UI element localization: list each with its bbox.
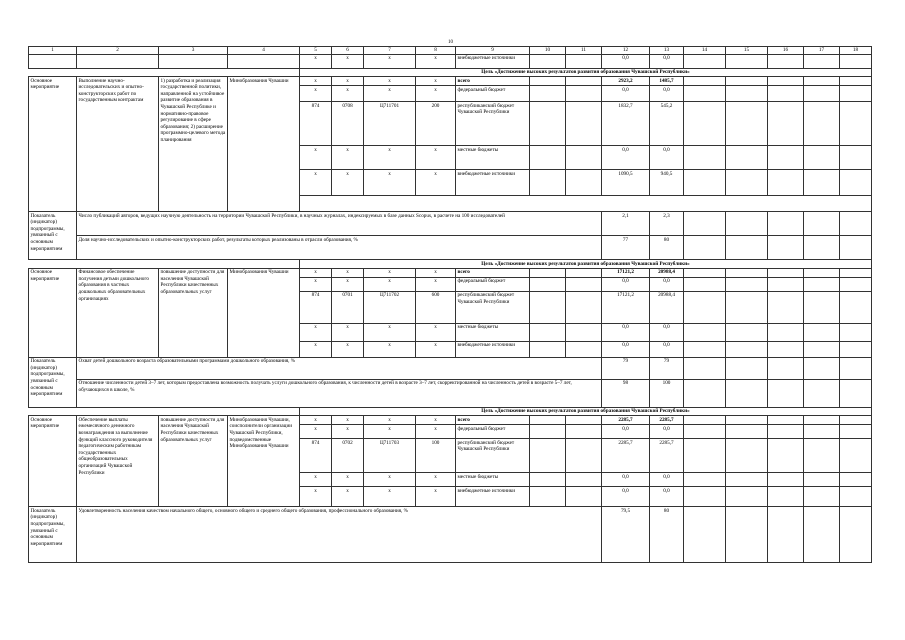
program-table [28, 46, 872, 563]
source-label: федеральный бюджет [456, 425, 530, 439]
x-cell: x [332, 146, 364, 170]
value-cell: 0,0 [602, 277, 650, 291]
x-cell: x [416, 425, 456, 439]
indicator-label: Показатель (индикатор) подпрограммы, увязанный с основным мероприятием [29, 212, 77, 260]
value-cell: 1485,7 [650, 77, 684, 86]
source-label: республиканский бюджет Чувашской Республики [456, 439, 530, 473]
activity-name: Обеспечение выплаты ежемесячного денежного вознаграждения за выполнение функций классного руководителя педагогическим работникам государственных общеобразовательных организаций Чувашской Республики [77, 416, 159, 507]
x-cell: x [332, 86, 364, 102]
value-cell: 0,0 [602, 487, 650, 507]
goal-row [29, 407, 872, 416]
x-cell: x [300, 170, 332, 196]
activity-task: 1) разработка и реализация государственной политики, направленной на устойчивое развитие образования в Чувашской Республике и нормативно-правовое регулирование в сфере образования; 2) расширение программно-целевого метода планирования [159, 77, 228, 212]
value-cell: 20988,4 [650, 291, 684, 323]
indicator-text: Отношение численности детей 3–7 лет, которым предоставлена возможность получать услуги дошкольного образования, к численности детей в возрасте 3–7 лет, скорректированной на численность детей в возрасте 5–7 лет, обучающихся в школе, % [77, 379, 602, 407]
source-label: внебюджетные источники [456, 170, 530, 196]
activity-name: Выполнение научно-исследовательских и опытно-конструкторских работ по государственным контрактам [77, 77, 159, 212]
source-label: всего [456, 416, 530, 425]
x-cell: x [416, 487, 456, 507]
goal-title: Цель «Достижение высоких результатов развития образования Чувашской Республики» [300, 68, 872, 77]
indicator-text: Удовлетворенность населения качеством начального общего, основного общего и среднего общего образования, профессионального образования, % [77, 507, 602, 563]
x-cell: x [300, 277, 332, 291]
x-cell: x [300, 341, 332, 357]
goal-title: Цель «Достижение высоких результатов развития образования Чувашской Республики» [300, 260, 872, 269]
indicator-row [29, 357, 872, 379]
x-cell: x [416, 268, 456, 277]
x-cell: x [332, 277, 364, 291]
table-row [29, 416, 872, 425]
x-cell: x [332, 487, 364, 507]
indicator-text: Число публикаций авторов, ведущих научную деятельность на территории Чувашской Республики, в научных журналах, индексируемых в базе данных Scopus, в расчете на 100 исследователей [77, 212, 602, 236]
indicator-row [29, 379, 872, 407]
value-cell: 100 [650, 379, 684, 407]
activity-executor: Минобразования Чувашии [228, 77, 300, 212]
value-cell: 2923,2 [602, 77, 650, 86]
x-cell: x [364, 77, 416, 86]
x-cell: x [300, 473, 332, 487]
x-cell: x [416, 77, 456, 86]
rz-code: 0701 [332, 291, 364, 323]
value-cell: 79,5 [602, 507, 650, 563]
indicator-row [29, 236, 872, 260]
source-label: федеральный бюджет [456, 277, 530, 291]
rz-code: 0702 [332, 439, 364, 473]
x-cell: x [332, 425, 364, 439]
grbs-code: 874 [300, 439, 332, 473]
x-cell: x [364, 86, 416, 102]
x-cell: x [416, 277, 456, 291]
col-num: 7 [364, 47, 416, 55]
value-cell: 545,2 [650, 102, 684, 146]
x-cell: x [416, 323, 456, 341]
source-label: местные бюджеты [456, 473, 530, 487]
col-num: 14 [684, 47, 726, 55]
x-cell: x [332, 416, 364, 425]
rz-code: 0708 [332, 102, 364, 146]
x-cell: x [416, 86, 456, 102]
col-num: 17 [804, 47, 840, 55]
col-num: 8 [416, 47, 456, 55]
value-cell: 17121,2 [602, 291, 650, 323]
indicator-label: Показатель (индикатор) подпрограммы, увязанный с основным мероприятием [29, 507, 77, 563]
table-row [29, 77, 872, 86]
x-cell: x [300, 54, 332, 68]
x-cell: x [416, 170, 456, 196]
source-label: внебюджетные источники [456, 54, 530, 68]
activity-task: повышение доступности для населения Чувашской Республики качественных образовательных услуг [159, 268, 228, 357]
x-cell: x [364, 323, 416, 341]
value-cell: 17121,2 [602, 268, 650, 277]
value-cell: 940,5 [650, 170, 684, 196]
value-cell: 0,0 [602, 323, 650, 341]
activity-type: Основное мероприятие [29, 268, 77, 357]
source-label: республиканский бюджет Чувашской Республики [456, 102, 530, 146]
value-cell: 2285,7 [602, 439, 650, 473]
value-cell: 0,0 [602, 146, 650, 170]
value-cell: 0,0 [650, 277, 684, 291]
csr-code: Ц711702 [364, 291, 416, 323]
x-cell: x [300, 487, 332, 507]
col-num: 15 [726, 47, 768, 55]
value-cell: 0,0 [602, 54, 650, 68]
value-cell: 80 [650, 236, 684, 260]
col-num: 11 [566, 47, 602, 55]
source-label: всего [456, 268, 530, 277]
col-num: 10 [530, 47, 566, 55]
value-cell: 0,0 [650, 323, 684, 341]
value-cell: 0,0 [650, 54, 684, 68]
goal-title: Цель «Достижение высоких результатов развития образования Чувашской Республики» [300, 407, 872, 416]
value-cell: 0,0 [650, 425, 684, 439]
activity-name: Финансовое обеспечение получения детьми дошкольного образования в частных дошкольных образовательных организациях [77, 268, 159, 357]
x-cell: x [364, 487, 416, 507]
grbs-code: 874 [300, 291, 332, 323]
table-row [29, 54, 872, 68]
value-cell: 79 [602, 357, 650, 379]
col-num: 2 [77, 47, 159, 55]
value-cell: 20988,4 [650, 268, 684, 277]
source-label: местные бюджеты [456, 146, 530, 170]
value-cell: 2,3 [650, 212, 684, 236]
activity-type: Основное мероприятие [29, 77, 77, 212]
source-label: внебюджетные источники [456, 487, 530, 507]
value-cell: 98 [602, 379, 650, 407]
x-cell: x [364, 170, 416, 196]
vr-code: 600 [416, 291, 456, 323]
indicator-label: Показатель (индикатор) подпрограммы, увязанный с основным мероприятием [29, 357, 77, 407]
value-cell: 1832,7 [602, 102, 650, 146]
value-cell: 0,0 [602, 86, 650, 102]
activity-type: Основное мероприятие [29, 416, 77, 507]
goal-row [29, 68, 872, 77]
col-num: 6 [332, 47, 364, 55]
x-cell: x [416, 54, 456, 68]
col-num: 4 [228, 47, 300, 55]
activity-executor: Минобразования Чувашии [228, 268, 300, 357]
col-num: 9 [456, 47, 530, 55]
x-cell: x [364, 341, 416, 357]
x-cell: x [416, 341, 456, 357]
source-label: всего [456, 77, 530, 86]
x-cell: x [300, 425, 332, 439]
value-cell: 0,0 [650, 473, 684, 487]
x-cell: x [416, 146, 456, 170]
value-cell: 79 [650, 357, 684, 379]
x-cell: x [364, 54, 416, 68]
value-cell: 2,1 [602, 212, 650, 236]
indicator-text: Доля научно-исследовательских и опытно-конструкторских работ, результаты которых реализованы в отрасли образования, % [77, 236, 602, 260]
x-cell: x [364, 277, 416, 291]
x-cell: x [364, 416, 416, 425]
value-cell: 80 [650, 507, 684, 563]
value-cell: 2285,7 [602, 416, 650, 425]
x-cell: x [300, 77, 332, 86]
x-cell: x [332, 323, 364, 341]
col-num: 18 [840, 47, 872, 55]
indicator-row [29, 507, 872, 563]
activity-task: повышение доступности для населения Чувашской Республики качественных образовательных услуг [159, 416, 228, 507]
source-label: внебюджетные источники [456, 341, 530, 357]
activity-executor: Минобразования Чувашии, соисполнители организации Чувашской Республики, подведомственные Минобразования Чувашии [228, 416, 300, 507]
value-cell: 0,0 [650, 487, 684, 507]
x-cell: x [416, 416, 456, 425]
indicator-text: Охват детей дошкольного возраста образовательными программами дошкольного образования, % [77, 357, 602, 379]
x-cell: x [300, 268, 332, 277]
value-cell: 0,0 [650, 341, 684, 357]
csr-code: Ц711701 [364, 102, 416, 146]
x-cell: x [300, 323, 332, 341]
x-cell: x [300, 86, 332, 102]
value-cell: 0,0 [650, 86, 684, 102]
x-cell: x [300, 146, 332, 170]
col-num: 1 [29, 47, 77, 55]
grbs-code: 874 [300, 102, 332, 146]
csr-code: Ц711703 [364, 439, 416, 473]
value-cell: 1090,5 [602, 170, 650, 196]
x-cell: x [364, 146, 416, 170]
x-cell: x [332, 268, 364, 277]
x-cell: x [364, 425, 416, 439]
col-num: 16 [768, 47, 804, 55]
value-cell: 0,0 [602, 473, 650, 487]
x-cell: x [364, 473, 416, 487]
col-num: 12 [602, 47, 650, 55]
value-cell: 0,0 [650, 146, 684, 170]
value-cell: 77 [602, 236, 650, 260]
x-cell: x [416, 473, 456, 487]
value-cell: 2285,7 [650, 416, 684, 425]
col-num: 3 [159, 47, 228, 55]
x-cell: x [332, 77, 364, 86]
source-label: республиканский бюджет Чувашской Республики [456, 291, 530, 323]
value-cell: 2285,7 [650, 439, 684, 473]
x-cell: x [332, 341, 364, 357]
col-num: 5 [300, 47, 332, 55]
page-number: 10 [448, 40, 453, 45]
x-cell: x [300, 416, 332, 425]
column-number-row [29, 47, 872, 55]
indicator-row [29, 212, 872, 236]
vr-code: 200 [416, 102, 456, 146]
col-num: 13 [650, 47, 684, 55]
value-cell: 0,0 [602, 425, 650, 439]
x-cell: x [364, 268, 416, 277]
vr-code: 100 [416, 439, 456, 473]
goal-row [29, 260, 872, 269]
value-cell: 0,0 [602, 341, 650, 357]
x-cell: x [332, 170, 364, 196]
x-cell: x [332, 54, 364, 68]
table-row [29, 268, 872, 277]
x-cell: x [332, 473, 364, 487]
source-label: федеральный бюджет [456, 86, 530, 102]
source-label: местные бюджеты [456, 323, 530, 341]
